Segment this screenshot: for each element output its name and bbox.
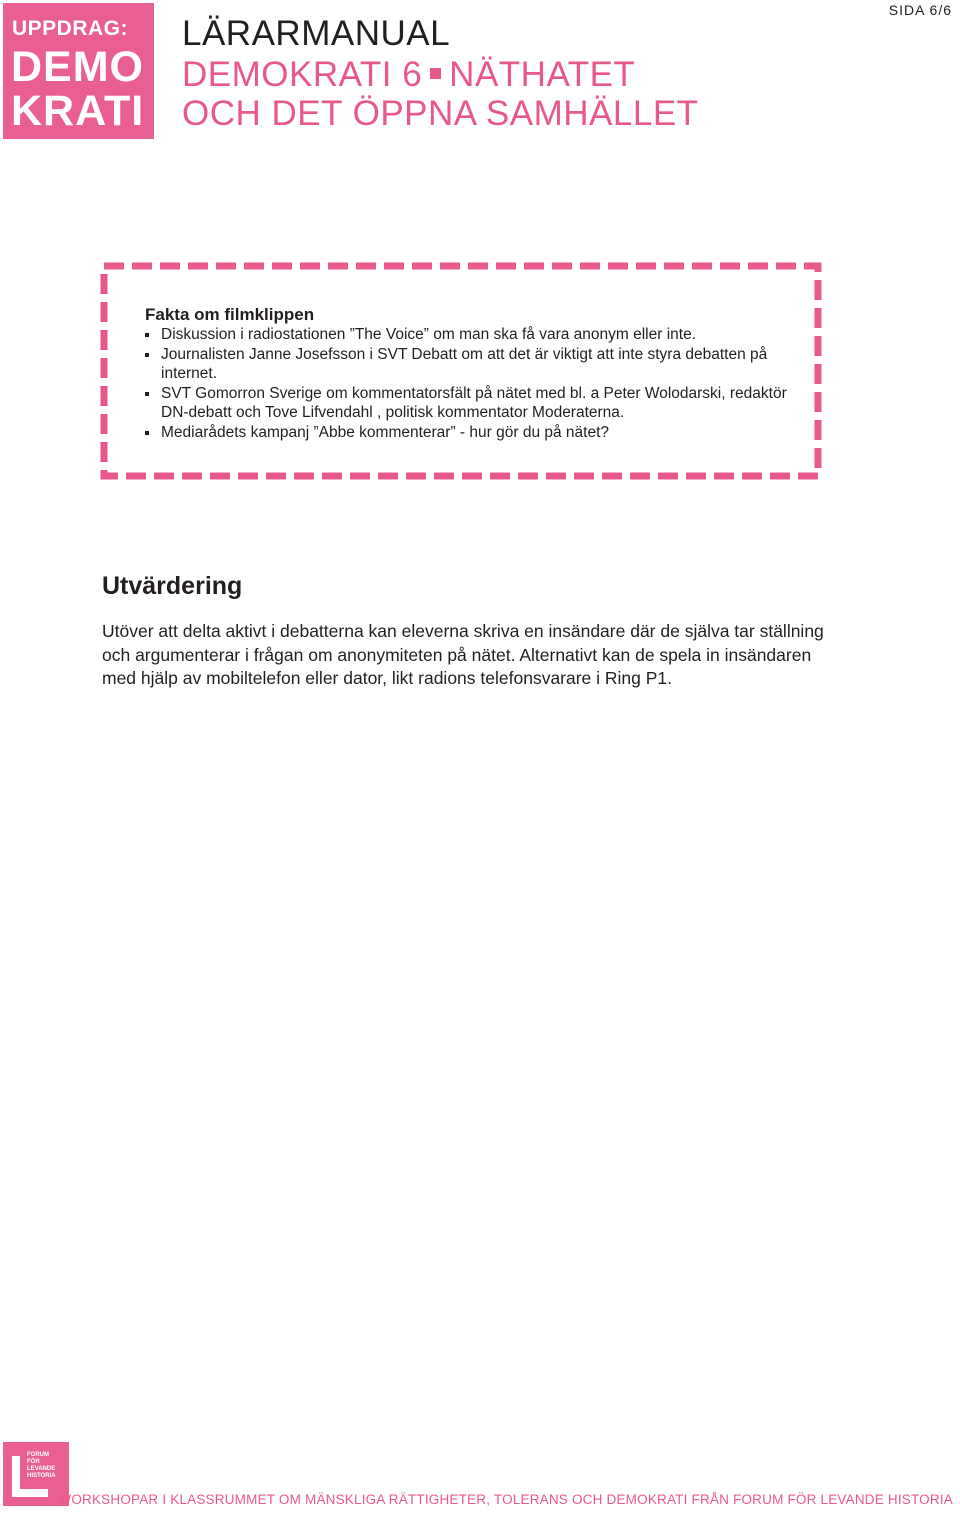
logo-bar-horizontal	[12, 1489, 48, 1497]
list-item: Mediarådets kampanj ”Abbe kommenterar” - hur gör du på nätet?	[145, 423, 795, 443]
fact-box	[100, 262, 822, 480]
logo-line-1: UPPDRAG:	[12, 17, 129, 40]
uppdrag-demokrati-logo	[3, 3, 154, 139]
list-item: SVT Gomorron Sverige om kommentatorsfält på nätet med bl. a Peter Wolodarski, redaktör DN-debatt och Tove Lifvendahl , politisk kommentator Moderaterna.	[145, 384, 795, 423]
logo-line-2: DEMO	[11, 43, 144, 91]
list-item: Journalisten Janne Josefsson i SVT Debatt om att det är viktigt att inte styra debatten på internet.	[145, 345, 795, 384]
page-subtitle	[182, 55, 699, 133]
footer-text: WORKSHOPAR I KLASSRUMMET OM MÄNSKLIGA RÄTTIGHETER, TOLERANS OCH DEMOKRATI FRÅN FORUM FÖR LEVANDE HISTORIA	[58, 1492, 953, 1507]
fact-list	[145, 325, 795, 442]
page-title: LÄRARMANUAL	[182, 14, 451, 53]
logo-text-line: FORUM	[27, 1452, 49, 1458]
fact-box-heading: Fakta om filmklippen	[145, 305, 315, 324]
subtitle-part-2: NÄTHATET	[449, 55, 636, 94]
logo-line-3: KRATI	[11, 87, 145, 135]
list-item: Diskussion i radiostationen ”The Voice” om man ska få vara anonym eller inte.	[145, 325, 795, 345]
evaluation-heading: Utvärdering	[102, 572, 243, 600]
logo-text-line: HISTORIA	[27, 1473, 56, 1479]
logo-text-line: FÖR	[27, 1459, 40, 1465]
evaluation-body: Utöver att delta aktivt i debatterna kan eleverna skriva en insändare där de själva tar ställning och argumenterar i frågan om anonymiteten på nätet. Alternativt kan de spela in insändaren med hjälp av mobiltelefon eller dator, likt radions telefonsvarare i Ring P1.	[102, 621, 824, 688]
logo-text	[27, 1452, 56, 1480]
subtitle-line-2: OCH DET ÖPPNA SAMHÄLLET	[182, 94, 699, 133]
page-number: SIDA 6/6	[888, 2, 952, 18]
subtitle-part-1: DEMOKRATI 6	[182, 55, 423, 94]
square-bullet-icon	[430, 68, 441, 79]
logo-text-line: LEVANDE	[27, 1466, 56, 1472]
